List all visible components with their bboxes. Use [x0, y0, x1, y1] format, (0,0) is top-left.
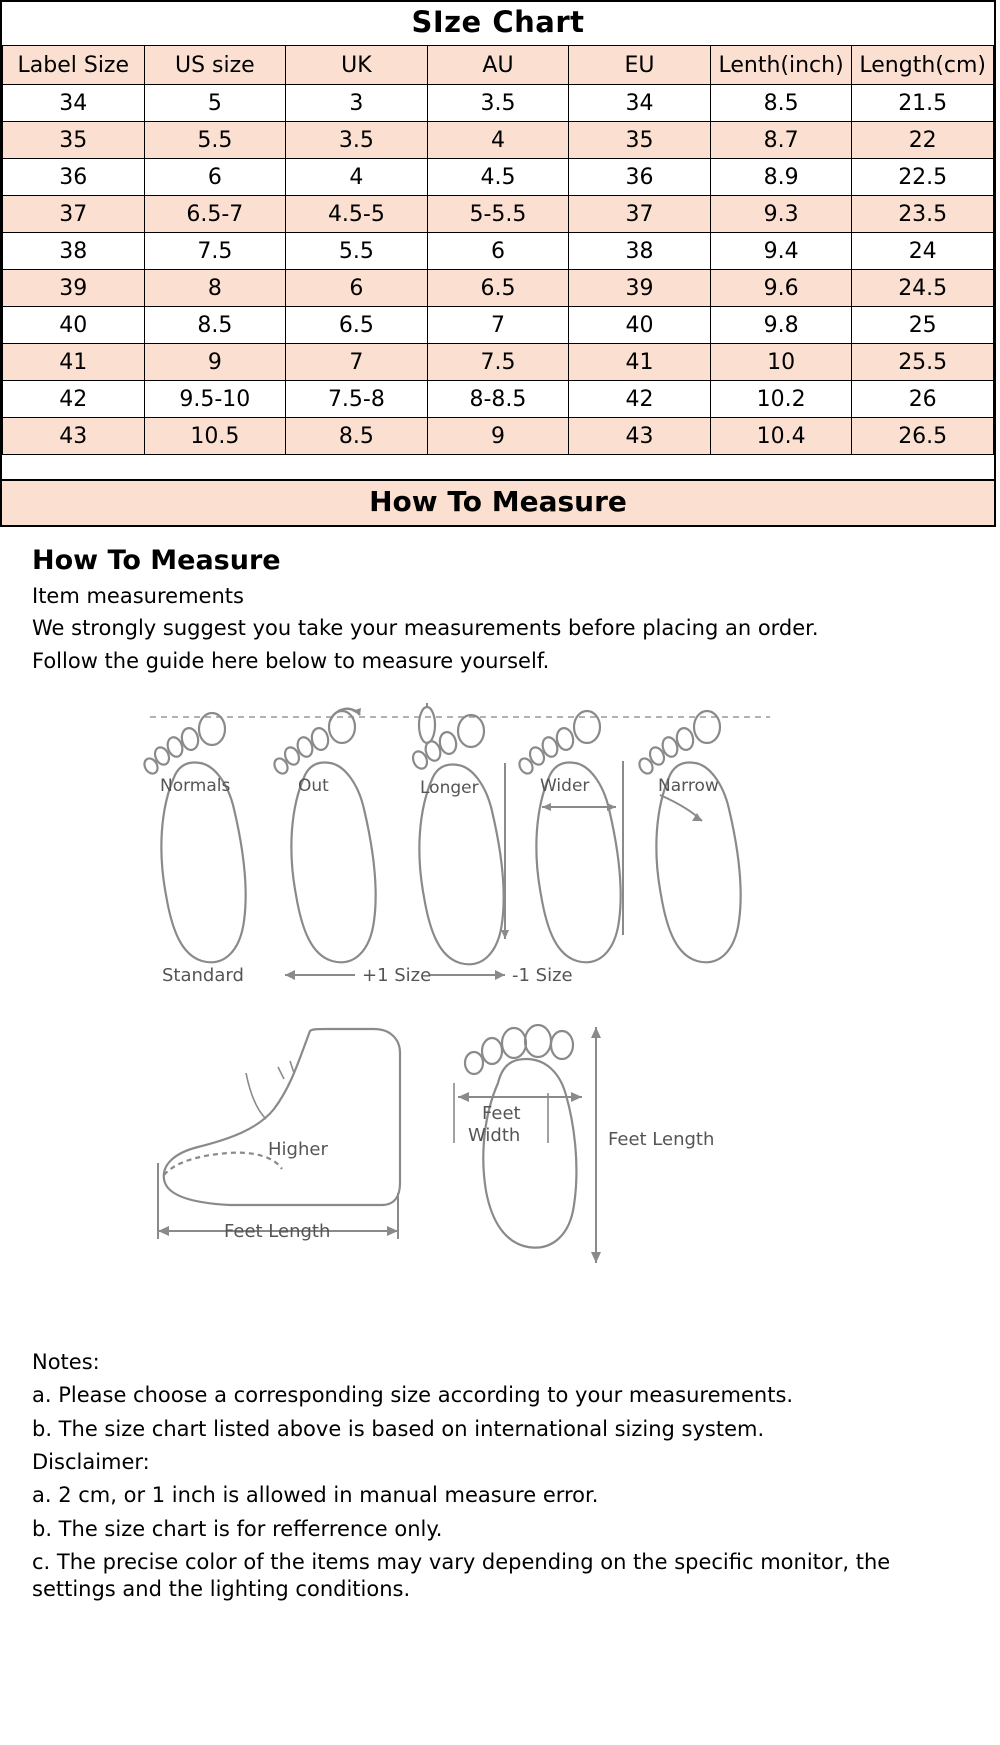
cell-uk: 4	[286, 159, 428, 196]
cell-length-cm: 24.5	[852, 270, 994, 307]
cell-au: 9	[427, 418, 569, 455]
foot-measure-figure	[150, 1023, 770, 1317]
cell-label-size: 42	[3, 381, 145, 418]
col-header-eu: EU	[569, 46, 711, 85]
cell-length-cm: 25	[852, 307, 994, 344]
cell-us-size: 5	[144, 85, 286, 122]
foot-measure-svg	[150, 1023, 770, 1313]
size-chart-body	[3, 85, 994, 455]
cell-length-cm: 23.5	[852, 196, 994, 233]
cell-uk: 4.5-5	[286, 196, 428, 233]
table-row	[3, 418, 994, 455]
table-row	[3, 270, 994, 307]
cell-eu: 39	[569, 270, 711, 307]
cell-us-size: 6	[144, 159, 286, 196]
label-longer: Longer	[420, 778, 479, 799]
label-feet-width-line2: Width	[468, 1125, 521, 1147]
col-header-au: AU	[427, 46, 569, 85]
cell-uk: 6.5	[286, 307, 428, 344]
cell-uk: 7.5-8	[286, 381, 428, 418]
label-feet-length-top: Feet Length	[608, 1129, 715, 1151]
cell-eu: 35	[569, 122, 711, 159]
disclaimer-c: c. The precise color of the items may vary depending on the specific monitor, the settings and the lighting conditions.	[32, 1549, 891, 1602]
note-a: a. Please choose a corresponding size according to your measurements.	[32, 1383, 794, 1408]
how-to-measure-banner: How To Measure	[0, 481, 996, 527]
measurement-figures	[0, 703, 1000, 1343]
caption-plus-one-size: +1 Size	[362, 965, 432, 987]
cell-length-inch: 9.3	[710, 196, 852, 233]
foot-side-view-icon	[164, 1029, 400, 1205]
cell-label-size: 34	[3, 85, 145, 122]
cell-length-inch: 8.9	[710, 159, 852, 196]
disclaimer-b: b. The size chart is for refferrence only.	[32, 1516, 443, 1541]
cell-eu: 42	[569, 381, 711, 418]
cell-eu: 43	[569, 418, 711, 455]
cell-length-inch: 9.8	[710, 307, 852, 344]
table-row	[3, 233, 994, 270]
cell-uk: 5.5	[286, 233, 428, 270]
disclaimer-heading: Disclaimer:	[32, 1449, 150, 1474]
table-row	[3, 159, 994, 196]
cell-us-size: 7.5	[144, 233, 286, 270]
cell-length-inch: 8.5	[710, 85, 852, 122]
footprints-svg	[130, 703, 790, 1003]
cell-eu: 40	[569, 307, 711, 344]
label-feet-length-side: Feet Length	[224, 1221, 331, 1243]
cell-us-size: 6.5-7	[144, 196, 286, 233]
size-chart-title: SIze Chart	[411, 5, 585, 39]
table-row	[3, 85, 994, 122]
table-row	[3, 196, 994, 233]
cell-us-size: 9	[144, 344, 286, 381]
cell-eu: 38	[569, 233, 711, 270]
col-header-uk: UK	[286, 46, 428, 85]
notes-section	[0, 1349, 1000, 1603]
cell-eu: 34	[569, 85, 711, 122]
cell-label-size: 36	[3, 159, 145, 196]
col-header-us-size: US size	[144, 46, 286, 85]
foot-longer-icon	[410, 703, 509, 964]
intro-line-1: Item measurements	[32, 584, 244, 608]
size-chart-table	[2, 45, 994, 455]
cell-eu: 36	[569, 159, 711, 196]
table-header-row	[3, 46, 994, 85]
cell-label-size: 35	[3, 122, 145, 159]
cell-length-cm: 22	[852, 122, 994, 159]
col-header-length-inch: Lenth(inch)	[710, 46, 852, 85]
cell-us-size: 9.5-10	[144, 381, 286, 418]
intro-line-2: We strongly suggest you take your measurements before placing an order.	[32, 616, 819, 641]
cell-label-size: 37	[3, 196, 145, 233]
cell-length-inch: 9.4	[710, 233, 852, 270]
cell-us-size: 8	[144, 270, 286, 307]
size-chart-head	[3, 46, 994, 85]
cell-au: 8-8.5	[427, 381, 569, 418]
col-header-label-size: Label Size	[3, 46, 145, 85]
label-higher: Higher	[268, 1139, 328, 1161]
col-header-length-cm: Length(cm)	[852, 46, 994, 85]
label-feet-width-line1: Feet	[482, 1103, 521, 1125]
cell-length-inch: 9.6	[710, 270, 852, 307]
caption-standard: Standard	[162, 965, 244, 987]
cell-uk: 3	[286, 85, 428, 122]
cell-length-cm: 24	[852, 233, 994, 270]
cell-label-size: 41	[3, 344, 145, 381]
feet-width-dimension	[458, 1092, 582, 1102]
intro-line-3: Follow the guide here below to measure yourself.	[32, 648, 550, 673]
cell-uk: 7	[286, 344, 428, 381]
cell-length-inch: 10.2	[710, 381, 852, 418]
table-row	[3, 122, 994, 159]
intro-section	[0, 527, 1000, 675]
foot-out-icon	[272, 708, 376, 962]
cell-label-size: 38	[3, 233, 145, 270]
disclaimer-a: a. 2 cm, or 1 inch is allowed in manual measure error.	[32, 1483, 599, 1508]
cell-length-cm: 26.5	[852, 418, 994, 455]
foot-normals-icon	[142, 713, 246, 962]
notes-heading: Notes:	[32, 1350, 100, 1375]
size-chart-block	[0, 0, 996, 455]
label-wider: Wider	[540, 776, 590, 797]
cell-length-inch: 10	[710, 344, 852, 381]
cell-au: 7.5	[427, 344, 569, 381]
cell-eu: 37	[569, 196, 711, 233]
foot-wider-icon	[517, 711, 623, 962]
cell-length-cm: 22.5	[852, 159, 994, 196]
cell-uk: 3.5	[286, 122, 428, 159]
cell-au: 4	[427, 122, 569, 159]
table-row	[3, 381, 994, 418]
label-out: Out	[298, 776, 329, 797]
cell-uk: 8.5	[286, 418, 428, 455]
footprint-comparison-figure	[130, 703, 790, 1007]
table-row	[3, 307, 994, 344]
cell-au: 6	[427, 233, 569, 270]
cell-length-cm: 26	[852, 381, 994, 418]
chart-spacer-row	[0, 455, 996, 481]
cell-label-size: 39	[3, 270, 145, 307]
cell-length-inch: 8.7	[710, 122, 852, 159]
cell-eu: 41	[569, 344, 711, 381]
cell-au: 6.5	[427, 270, 569, 307]
cell-au: 5-5.5	[427, 196, 569, 233]
cell-length-cm: 21.5	[852, 85, 994, 122]
label-normals: Normals	[160, 776, 231, 797]
foot-narrow-icon	[637, 711, 741, 962]
cell-us-size: 10.5	[144, 418, 286, 455]
cell-au: 3.5	[427, 85, 569, 122]
cell-length-inch: 10.4	[710, 418, 852, 455]
cell-us-size: 5.5	[144, 122, 286, 159]
cell-au: 4.5	[427, 159, 569, 196]
cell-label-size: 40	[3, 307, 145, 344]
cell-label-size: 43	[3, 418, 145, 455]
note-b: b. The size chart listed above is based on international sizing system.	[32, 1416, 765, 1441]
cell-au: 7	[427, 307, 569, 344]
intro-heading: How To Measure	[32, 545, 281, 576]
caption-minus-one-size: -1 Size	[512, 965, 573, 987]
table-row	[3, 344, 994, 381]
cell-length-cm: 25.5	[852, 344, 994, 381]
label-narrow: Narrow	[658, 776, 719, 797]
cell-uk: 6	[286, 270, 428, 307]
cell-us-size: 8.5	[144, 307, 286, 344]
